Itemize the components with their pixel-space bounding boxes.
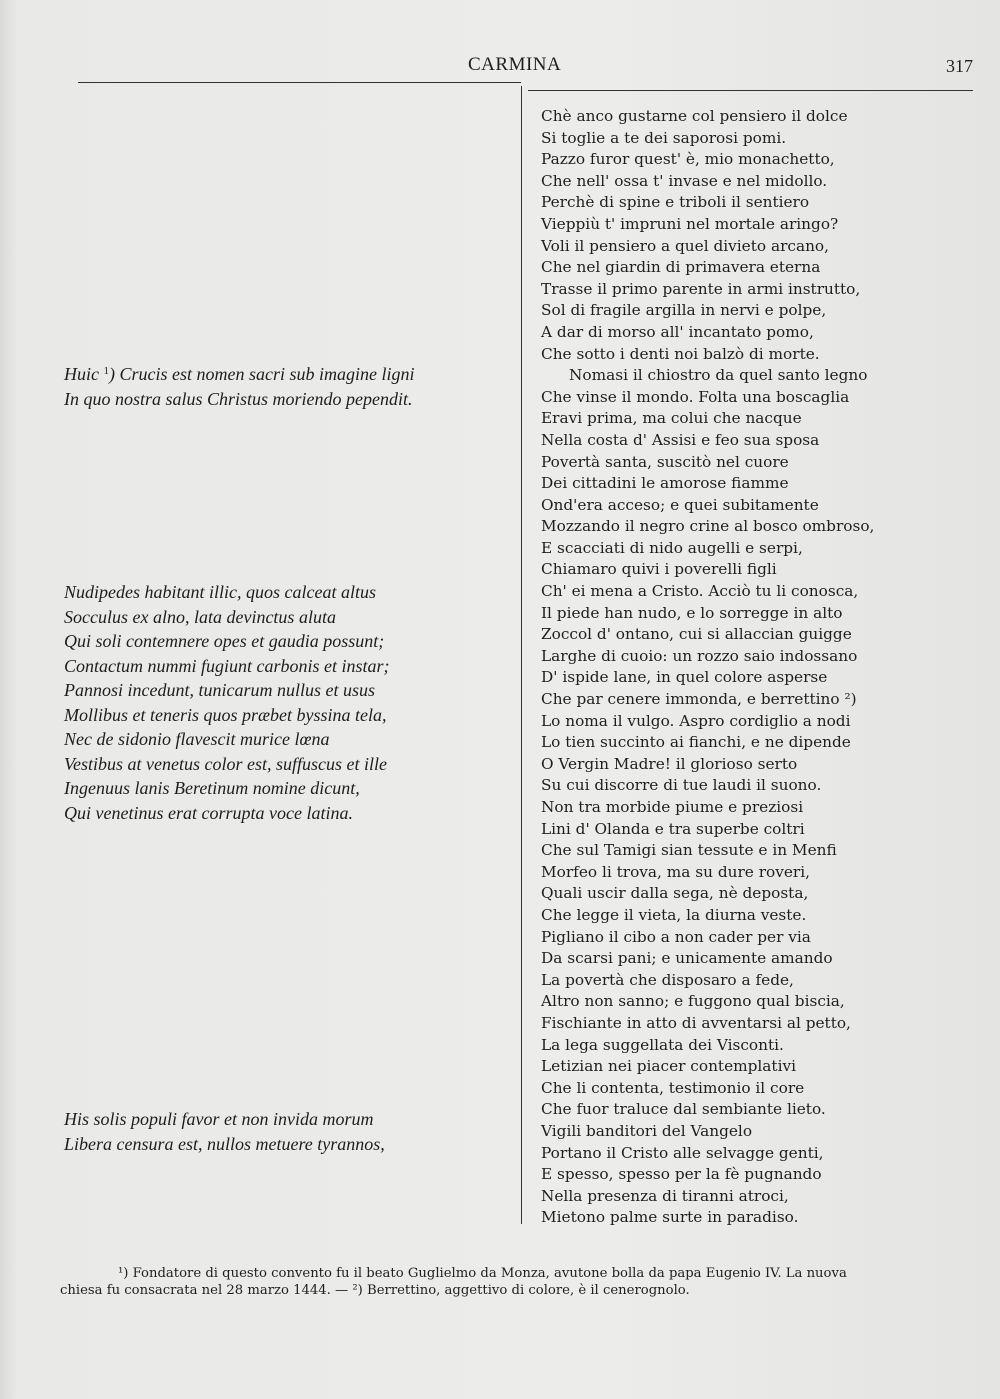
italian-line: Non tra morbide piume e preziosi [541, 798, 804, 816]
latin-line: Qui soli contemnere opes et gaudia possunt; [64, 631, 385, 651]
footnote-line-2: chiesa fu consacrata nel 28 marzo 1444. — ²) Berrettino, aggettivo di colore, è il cenerognolo. [60, 1283, 690, 1298]
latin-line [64, 359, 504, 387]
latin-line: Vestibus at venetus color est, suffuscus et ille [64, 753, 387, 774]
italian-line: Vigili banditori del Vangelo [541, 1121, 753, 1140]
latin-line: Libera censura est, nullos metuere tyrannos, [64, 1133, 385, 1154]
italian-line: Povertà santa, suscitò nel cuore [541, 452, 789, 471]
footnotes [60, 1265, 960, 1299]
italian-line: Sol di fragile argilla in nervi e polpe, [541, 301, 827, 320]
italian-line: Mietono palme surte in paradiso. [541, 1208, 799, 1227]
italian-line: Nomasi il chiostro da quel santo legno [569, 366, 868, 385]
italian-line: Che nel giardin di primavera eterna [541, 258, 821, 277]
italian-line: Che fuor traluce dal sembiante lieto. [541, 1100, 826, 1119]
latin-line: Qui venetinus erat corrupta voce latina. [64, 802, 353, 823]
italian-line: E spesso, spesso per la fè pugnando [541, 1165, 822, 1184]
italian-line: Ch' ei mena a Cristo. Acciò tu li conosca, [541, 582, 859, 601]
italian-line: Perchè di spine e triboli il sentiero [541, 193, 810, 212]
latin-line: Socculus ex alno, lata devinctus aluta [64, 606, 336, 627]
latin-line: Pannosi incedunt, tunicarum nullus et usus [64, 680, 375, 700]
italian-line: Fischiante in atto di avventarsi al petto, [541, 1013, 851, 1032]
italian-line: Chiamaro quivi i poverelli figli [541, 560, 777, 579]
italian-line: Chè anco gustarne col pensiero il dolce [541, 107, 848, 125]
header-rule-right [528, 90, 973, 91]
italian-line: La lega suggellata dei Visconti. [541, 1035, 784, 1054]
italian-line: Zoccol d' ontano, cui si allaccian guigge [541, 625, 852, 644]
italian-line: O Vergin Madre! il glorioso serto [541, 754, 798, 773]
latin-line: Contactum nummi fugiunt carbonis et instar; [64, 655, 390, 676]
latin-verse-block-3 [64, 1107, 504, 1156]
latin-verse-block-2 [64, 580, 504, 825]
italian-line: Altro non sanno; e fuggono qual biscia, [541, 992, 845, 1011]
italian-line: Letizian nei piacer contemplativi [541, 1057, 797, 1076]
italian-line: Lo noma il vulgo. Aspro cordiglio a nodi [541, 711, 851, 730]
italian-line: Che li contenta, testimonio il core [541, 1078, 805, 1097]
footnote-line-1: ¹) Fondatore di questo convento fu il beato Guglielmo da Monza, avutone bolla da papa Eugenio IV. La nuova [118, 1266, 847, 1281]
italian-line: Larghe di cuoio: un rozzo saio indossano [541, 646, 858, 665]
italian-line: D' ispide lane, in quel colore asperse [541, 668, 828, 687]
italian-line: Che vinse il mondo. Folta una boscaglia [541, 387, 850, 406]
italian-line: Lini d' Olanda e tra superbe coltri [541, 819, 805, 838]
italian-line: Nella costa d' Assisi e feo sua sposa [541, 430, 820, 449]
italian-line: Voli il pensiero a quel divieto arcano, [541, 236, 829, 255]
footnote-marker: 1 [103, 365, 109, 377]
latin-line: Mollibus et teneris quos præbet byssina tela, [64, 704, 387, 725]
italian-line: E scacciati di nido augelli e serpi, [541, 538, 803, 557]
latin-line: Ingenuus lanis Beretinum nomine dicunt, [64, 778, 360, 798]
italian-line: Il piede han nudo, e lo sorregge in alto [541, 603, 843, 622]
italian-line: Quali uscir dalla sega, nè deposta, [541, 884, 809, 903]
italian-line: Che sotto i denti noi balzò di morte. [541, 344, 820, 363]
italian-line: Pazzo furor quest' è, mio monachetto, [541, 150, 835, 169]
italian-line: Ond'era acceso; e quei subitamente [541, 495, 819, 514]
italian-line: Portano il Cristo alle selvagge genti, [541, 1143, 824, 1162]
italian-line: Mozzando il negro crine al bosco ombroso, [541, 517, 875, 536]
italian-line: Trasse il primo parente in armi instrutto, [541, 279, 861, 298]
column-divider [521, 86, 522, 1224]
italian-line: Eravi prima, ma colui che nacque [541, 409, 802, 428]
italian-line: Che sul Tamigi sian tessute e in Menfi [541, 841, 837, 860]
latin-line-text: Huic [64, 364, 104, 384]
running-header [78, 52, 973, 82]
latin-line: Nec de sidonio flavescit murice lœna [64, 729, 330, 749]
italian-line: Nella presenza di tiranni atroci, [541, 1186, 789, 1205]
italian-line: Morfeo li trova, ma su dure roveri, [541, 862, 810, 881]
page-number: 317 [946, 56, 973, 76]
latin-line-text: ) Crucis est nomen sacri sub imagine ligni [109, 364, 415, 384]
latin-line: His solis populi favor et non invida morum [64, 1109, 374, 1129]
header-rule-left [78, 82, 521, 83]
italian-line: Si toglie a te dei saporosi pomi. [541, 128, 787, 147]
latin-line: Nudipedes habitant illic, quos calceat altus [64, 582, 376, 602]
italian-line: Pigliano il cibo a non cader per via [541, 927, 811, 946]
italian-line: Da scarsi pani; e unicamente amando [541, 949, 833, 968]
italian-line: Vieppiù t' impruni nel mortale aringo? [541, 214, 839, 233]
italian-line: Lo tien succinto ai fianchi, e ne dipende [541, 733, 851, 752]
italian-verse-column [541, 106, 961, 1229]
italian-line: Su cui discorre di tue laudi il suono. [541, 776, 822, 795]
running-title: CARMINA [468, 54, 562, 75]
italian-line: Che legge il vieta, la diurna veste. [541, 905, 807, 924]
italian-line: La povertà che disposaro a fede, [541, 970, 794, 989]
italian-line: Dei cittadini le amorose fiamme [541, 474, 789, 493]
latin-line [64, 387, 504, 412]
italian-line: Che nell' ossa t' invase e nel midollo. [541, 171, 828, 190]
latin-verse-block-1 [64, 359, 504, 411]
latin-line-text: In quo nostra salus Christus moriendo pependit. [64, 388, 413, 409]
italian-line: A dar di morso all' incantato pomo, [541, 322, 814, 341]
italian-line: Che par cenere immonda, e berrettino ²) [541, 690, 857, 709]
